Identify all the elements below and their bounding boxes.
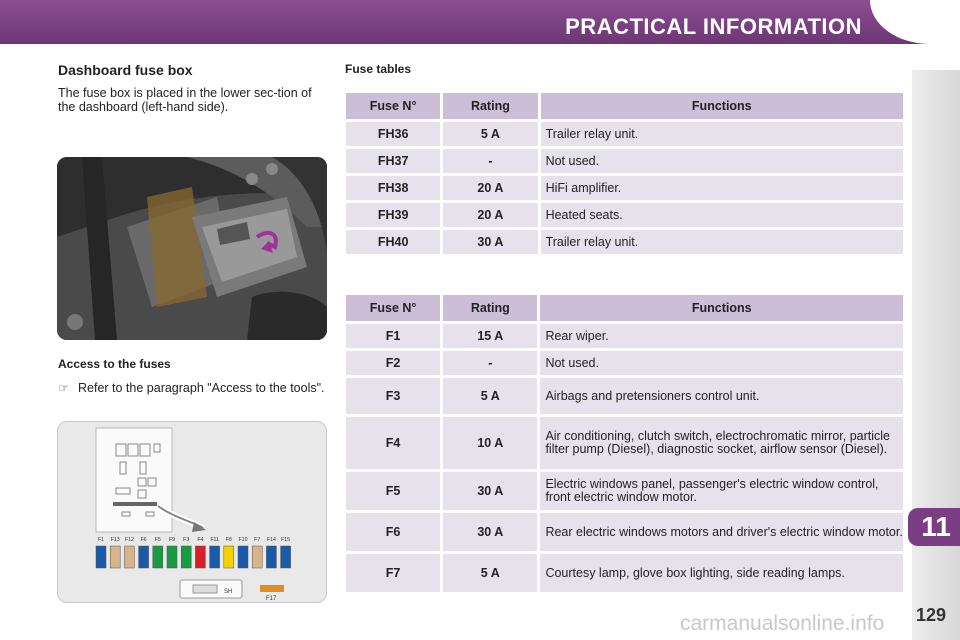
fuse-label: F10 xyxy=(238,537,248,543)
fuse-label: F6 xyxy=(140,537,147,543)
fuse-number: F4 xyxy=(346,417,440,469)
page-header xyxy=(0,0,960,44)
fuse-function: Air conditioning, clutch switch, electrochromatic mirror, particle filter pump (Diesel), diagnostic socket, airflow sensor (Diesel). xyxy=(540,417,903,469)
table-row xyxy=(346,417,903,469)
fuse-f17 xyxy=(260,585,284,592)
fuse-rating: - xyxy=(443,149,537,173)
dashboard-photo xyxy=(57,157,327,340)
fuse-number: F2 xyxy=(346,351,440,375)
fuse-row xyxy=(96,537,291,568)
fuse-table-1 xyxy=(343,90,906,257)
fuse-diagram xyxy=(57,421,327,603)
fuse-number: FH37 xyxy=(346,149,440,173)
fuse-rating: 30 A xyxy=(443,513,537,551)
chapter-tab[interactable]: 11 xyxy=(908,508,960,546)
fuse-f13 xyxy=(110,546,120,568)
table-header-row xyxy=(346,93,903,119)
page-title: PRACTICAL INFORMATION xyxy=(565,14,862,39)
watermark: carmanualsonline.info xyxy=(680,612,885,635)
fuse-number: FH39 xyxy=(346,203,440,227)
header-rating: Rating xyxy=(443,93,537,119)
fuse-f6 xyxy=(139,546,149,568)
fuse-f3 xyxy=(181,546,191,568)
header-curve xyxy=(870,0,960,44)
intro-text: The fuse box is placed in the lower sec-tion of the dashboard (left-hand side). xyxy=(58,86,312,114)
header-fuse-number: Fuse N° xyxy=(346,93,440,119)
header-fuse-number: Fuse N° xyxy=(346,295,440,321)
fuse-label: F7 xyxy=(254,537,261,543)
fuse-rating: 5 A xyxy=(443,554,537,592)
sh-label: SH xyxy=(224,589,233,595)
fuse-function: Rear electric windows motors and driver's electric window motor. xyxy=(540,513,903,551)
header-rating: Rating xyxy=(443,295,537,321)
fuse-number: F6 xyxy=(346,513,440,551)
f17-label: F17 xyxy=(266,596,277,602)
fuse-function: Electric windows panel, passenger's electric window control, front electric window motor. xyxy=(540,472,903,510)
fuse-function: Trailer relay unit. xyxy=(541,122,903,146)
section-title: Dashboard fuse box xyxy=(58,62,193,78)
fuse-table-2 xyxy=(343,292,906,595)
table-row xyxy=(346,203,903,227)
access-text: Refer to the paragraph "Access to the tools". xyxy=(78,381,325,395)
fuse-number: FH38 xyxy=(346,176,440,200)
fuse-f10 xyxy=(238,546,248,568)
fuse-f7 xyxy=(252,546,262,568)
fuse-number: FH40 xyxy=(346,230,440,254)
table-row xyxy=(346,176,903,200)
access-text-block xyxy=(58,381,328,395)
fuse-number: FH36 xyxy=(346,122,440,146)
side-strip xyxy=(912,70,960,640)
fuse-label: F13 xyxy=(110,537,120,543)
fuse-function: Heated seats. xyxy=(541,203,903,227)
page-number: 129 xyxy=(916,605,947,625)
fuse-f15 xyxy=(281,546,291,568)
access-title: Access to the fuses xyxy=(58,357,171,371)
table-row xyxy=(346,324,903,348)
fuse-function: Not used. xyxy=(541,149,903,173)
table-row xyxy=(346,378,903,414)
fuse-number: F3 xyxy=(346,378,440,414)
fuse-function: HiFi amplifier. xyxy=(541,176,903,200)
fuse-rating: 15 A xyxy=(443,324,537,348)
fuse-number: F1 xyxy=(346,324,440,348)
fuse-f12 xyxy=(124,546,134,568)
fuse-function: Courtesy lamp, glove box lighting, side reading lamps. xyxy=(540,554,903,592)
table-row xyxy=(346,122,903,146)
fuse-rating: 20 A xyxy=(443,176,537,200)
fuse-f4 xyxy=(195,546,205,568)
fuse-label: F15 xyxy=(281,537,291,543)
table-row xyxy=(346,554,903,592)
fuse-f11 xyxy=(210,546,220,568)
fuse-label: F4 xyxy=(197,537,204,543)
fuse-label: F9 xyxy=(168,537,176,543)
header-functions: Functions xyxy=(541,93,903,119)
pointer-icon: ☞ xyxy=(58,381,70,395)
fuse-rating: 30 A xyxy=(443,472,537,510)
fuse-function: Rear wiper. xyxy=(540,324,903,348)
fuse-diagram-svg xyxy=(58,422,327,603)
table-row xyxy=(346,230,903,254)
fuse-f9 xyxy=(167,546,177,568)
fuse-label: F8 xyxy=(225,537,232,543)
fuse-label: F1 xyxy=(97,537,105,543)
table-row xyxy=(346,513,903,551)
fuse-tables-title: Fuse tables xyxy=(345,62,412,76)
header-functions: Functions xyxy=(540,295,903,321)
fuse-f14 xyxy=(266,546,276,568)
fuse-label: F3 xyxy=(183,537,190,543)
fuse-rating: 20 A xyxy=(443,203,537,227)
fuse-label: F5 xyxy=(154,537,161,543)
fuse-function: Airbags and pretensioners control unit. xyxy=(540,378,903,414)
fuse-rating: 10 A xyxy=(443,417,537,469)
fuse-label: F14 xyxy=(266,537,276,543)
fuse-number: F5 xyxy=(346,472,440,510)
fuse-number: F7 xyxy=(346,554,440,592)
fuse-label: F12 xyxy=(124,537,134,543)
fuse-f1 xyxy=(96,546,106,568)
fuse-function: Trailer relay unit. xyxy=(541,230,903,254)
fuse-rating: - xyxy=(443,351,537,375)
fuse-function: Not used. xyxy=(540,351,903,375)
table-row xyxy=(346,351,903,375)
table-row xyxy=(346,149,903,173)
fuse-label: F11 xyxy=(210,537,219,543)
table-header-row xyxy=(346,295,903,321)
fuse-rating: 5 A xyxy=(443,122,537,146)
fuse-rating: 5 A xyxy=(443,378,537,414)
fuse-rating: 30 A xyxy=(443,230,537,254)
dashboard-illustration xyxy=(57,157,327,340)
fuse-f5 xyxy=(153,546,163,568)
table-row xyxy=(346,472,903,510)
fuse-f8 xyxy=(224,546,234,568)
